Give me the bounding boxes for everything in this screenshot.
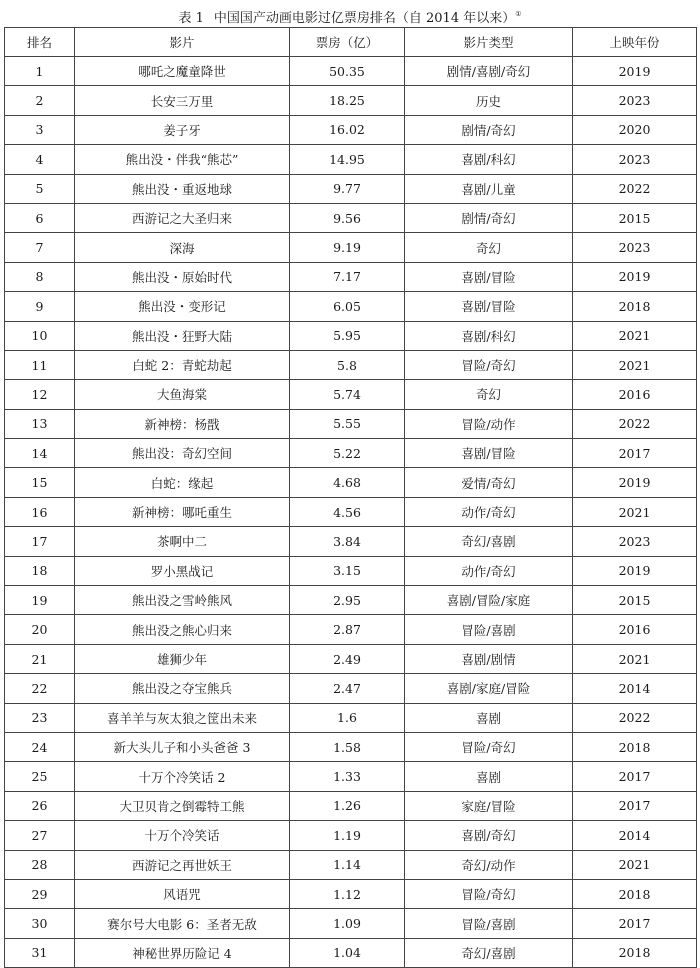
- cell-box-office: 1.12: [290, 879, 405, 908]
- cell-genre: 家庭/冒险: [405, 791, 573, 820]
- cell-release-year: 2019: [573, 57, 697, 86]
- cell-rank: 8: [5, 262, 75, 291]
- cell-release-year: 2017: [573, 791, 697, 820]
- cell-box-office: 3.84: [290, 527, 405, 556]
- cell-release-year: 2021: [573, 644, 697, 673]
- cell-release-year: 2021: [573, 850, 697, 879]
- cell-film: 新神榜：杨戬: [75, 409, 290, 438]
- cell-film: 熊出没：奇幻空间: [75, 439, 290, 468]
- cell-film: 熊出没・伴我“熊芯”: [75, 145, 290, 174]
- cell-release-year: 2020: [573, 115, 697, 144]
- table-row: [5, 527, 697, 556]
- cell-genre: 奇幻: [405, 233, 573, 262]
- cell-film: 哪吒之魔童降世: [75, 57, 290, 86]
- cell-genre: 冒险/奇幻: [405, 732, 573, 761]
- cell-rank: 24: [5, 732, 75, 761]
- table-row: [5, 468, 697, 497]
- table-body: [5, 57, 697, 968]
- cell-film: 神秘世界历险记 4: [75, 938, 290, 967]
- cell-film: 西游记之大圣归来: [75, 203, 290, 232]
- cell-rank: 31: [5, 938, 75, 967]
- cell-rank: 21: [5, 644, 75, 673]
- cell-film: 大卫贝肯之倒霉特工熊: [75, 791, 290, 820]
- header-film: 影片: [75, 28, 290, 57]
- cell-release-year: 2023: [573, 233, 697, 262]
- cell-genre: 喜剧/科幻: [405, 321, 573, 350]
- cell-genre: 奇幻/喜剧: [405, 527, 573, 556]
- cell-release-year: 2023: [573, 145, 697, 174]
- cell-release-year: 2018: [573, 732, 697, 761]
- cell-rank: 16: [5, 497, 75, 526]
- cell-release-year: 2016: [573, 380, 697, 409]
- cell-box-office: 5.74: [290, 380, 405, 409]
- cell-film: 白蛇：缘起: [75, 468, 290, 497]
- cell-box-office: 1.09: [290, 909, 405, 938]
- cell-genre: 喜剧/冒险/家庭: [405, 586, 573, 615]
- cell-film: 雄狮少年: [75, 644, 290, 673]
- cell-genre: 剧情/奇幻: [405, 203, 573, 232]
- table-row: [5, 409, 697, 438]
- cell-rank: 3: [5, 115, 75, 144]
- cell-box-office: 2.87: [290, 615, 405, 644]
- header-release-year: 上映年份: [573, 28, 697, 57]
- cell-genre: 历史: [405, 86, 573, 115]
- cell-film: 西游记之再世妖王: [75, 850, 290, 879]
- cell-box-office: 5.22: [290, 439, 405, 468]
- cell-film: 白蛇 2：青蛇劫起: [75, 350, 290, 379]
- cell-rank: 7: [5, 233, 75, 262]
- cell-rank: 29: [5, 879, 75, 908]
- cell-rank: 12: [5, 380, 75, 409]
- cell-release-year: 2021: [573, 497, 697, 526]
- cell-film: 熊出没・原始时代: [75, 262, 290, 291]
- table-row: [5, 732, 697, 761]
- cell-release-year: 2023: [573, 527, 697, 556]
- cell-box-office: 1.33: [290, 762, 405, 791]
- table-row: [5, 821, 697, 850]
- cell-box-office: 5.55: [290, 409, 405, 438]
- cell-box-office: 7.17: [290, 262, 405, 291]
- cell-genre: 喜剧/冒险: [405, 292, 573, 321]
- cell-genre: 喜剧: [405, 703, 573, 732]
- cell-genre: 喜剧/科幻: [405, 145, 573, 174]
- cell-rank: 5: [5, 174, 75, 203]
- cell-box-office: 5.8: [290, 350, 405, 379]
- table-row: [5, 909, 697, 938]
- cell-release-year: 2015: [573, 586, 697, 615]
- table-row: [5, 703, 697, 732]
- cell-release-year: 2019: [573, 262, 697, 291]
- cell-box-office: 16.02: [290, 115, 405, 144]
- cell-genre: 冒险/动作: [405, 409, 573, 438]
- cell-release-year: 2023: [573, 86, 697, 115]
- cell-rank: 10: [5, 321, 75, 350]
- cell-film: 熊出没・重返地球: [75, 174, 290, 203]
- cell-rank: 23: [5, 703, 75, 732]
- cell-film: 十万个冷笑话 2: [75, 762, 290, 791]
- cell-rank: 11: [5, 350, 75, 379]
- table-row: [5, 791, 697, 820]
- cell-film: 新神榜：哪吒重生: [75, 497, 290, 526]
- table-row: [5, 762, 697, 791]
- header-rank: 排名: [5, 28, 75, 57]
- cell-rank: 28: [5, 850, 75, 879]
- cell-genre: 动作/奇幻: [405, 556, 573, 585]
- cell-genre: 爱情/奇幻: [405, 468, 573, 497]
- header-row: [5, 28, 697, 57]
- table-row: [5, 233, 697, 262]
- cell-rank: 6: [5, 203, 75, 232]
- cell-release-year: 2014: [573, 674, 697, 703]
- cell-release-year: 2018: [573, 938, 697, 967]
- table-row: [5, 615, 697, 644]
- cell-box-office: 5.95: [290, 321, 405, 350]
- cell-genre: 喜剧/剧情: [405, 644, 573, 673]
- cell-release-year: 2016: [573, 615, 697, 644]
- cell-film: 罗小黑战记: [75, 556, 290, 585]
- cell-release-year: 2019: [573, 468, 697, 497]
- caption-label: 表 1: [178, 11, 204, 26]
- table-row: [5, 850, 697, 879]
- cell-box-office: 14.95: [290, 145, 405, 174]
- cell-genre: 冒险/奇幻: [405, 350, 573, 379]
- table-row: [5, 115, 697, 144]
- cell-rank: 17: [5, 527, 75, 556]
- cell-film: 十万个冷笑话: [75, 821, 290, 850]
- table-row: [5, 262, 697, 291]
- cell-box-office: 1.14: [290, 850, 405, 879]
- box-office-table: [4, 27, 697, 968]
- table-row: [5, 321, 697, 350]
- cell-genre: 喜剧/家庭/冒险: [405, 674, 573, 703]
- cell-rank: 19: [5, 586, 75, 615]
- cell-box-office: 3.15: [290, 556, 405, 585]
- cell-box-office: 50.35: [290, 57, 405, 86]
- cell-box-office: 1.04: [290, 938, 405, 967]
- cell-box-office: 2.95: [290, 586, 405, 615]
- table-row: [5, 86, 697, 115]
- cell-box-office: 1.6: [290, 703, 405, 732]
- cell-film: 熊出没之熊心归来: [75, 615, 290, 644]
- cell-release-year: 2018: [573, 292, 697, 321]
- cell-film: 大鱼海棠: [75, 380, 290, 409]
- cell-rank: 1: [5, 57, 75, 86]
- cell-genre: 冒险/喜剧: [405, 909, 573, 938]
- cell-release-year: 2015: [573, 203, 697, 232]
- cell-rank: 22: [5, 674, 75, 703]
- cell-film: 熊出没之雪岭熊风: [75, 586, 290, 615]
- cell-rank: 15: [5, 468, 75, 497]
- cell-box-office: 18.25: [290, 86, 405, 115]
- table-row: [5, 497, 697, 526]
- cell-rank: 4: [5, 145, 75, 174]
- cell-genre: 动作/奇幻: [405, 497, 573, 526]
- cell-rank: 18: [5, 556, 75, 585]
- cell-rank: 2: [5, 86, 75, 115]
- cell-genre: 奇幻: [405, 380, 573, 409]
- footnote-marker: ①: [515, 10, 522, 18]
- cell-genre: 喜剧/奇幻: [405, 821, 573, 850]
- cell-genre: 奇幻/动作: [405, 850, 573, 879]
- table-row: [5, 879, 697, 908]
- cell-box-office: 6.05: [290, 292, 405, 321]
- table-caption: [0, 5, 700, 28]
- cell-genre: 冒险/奇幻: [405, 879, 573, 908]
- cell-rank: 14: [5, 439, 75, 468]
- cell-film: 姜子牙: [75, 115, 290, 144]
- cell-box-office: 4.56: [290, 497, 405, 526]
- cell-genre: 喜剧: [405, 762, 573, 791]
- table-row: [5, 380, 697, 409]
- cell-film: 长安三万里: [75, 86, 290, 115]
- table-row: [5, 556, 697, 585]
- table-row: [5, 586, 697, 615]
- cell-box-office: 1.58: [290, 732, 405, 761]
- cell-release-year: 2018: [573, 879, 697, 908]
- header-genre: 影片类型: [405, 28, 573, 57]
- cell-box-office: 4.68: [290, 468, 405, 497]
- cell-genre: 剧情/奇幻: [405, 115, 573, 144]
- cell-genre: 喜剧/冒险: [405, 262, 573, 291]
- cell-film: 茶啊中二: [75, 527, 290, 556]
- cell-box-office: 1.26: [290, 791, 405, 820]
- cell-genre: 奇幻/喜剧: [405, 938, 573, 967]
- cell-release-year: 2022: [573, 703, 697, 732]
- cell-rank: 26: [5, 791, 75, 820]
- table-row: [5, 439, 697, 468]
- table-row: [5, 57, 697, 86]
- cell-film: 熊出没之夺宝熊兵: [75, 674, 290, 703]
- table-row: [5, 203, 697, 232]
- cell-release-year: 2022: [573, 174, 697, 203]
- cell-release-year: 2014: [573, 821, 697, 850]
- cell-rank: 30: [5, 909, 75, 938]
- table-row: [5, 350, 697, 379]
- cell-rank: 27: [5, 821, 75, 850]
- table-row: [5, 174, 697, 203]
- cell-release-year: 2021: [573, 321, 697, 350]
- cell-box-office: 9.19: [290, 233, 405, 262]
- header-box-office: 票房（亿）: [290, 28, 405, 57]
- cell-film: 熊出没・狂野大陆: [75, 321, 290, 350]
- cell-release-year: 2019: [573, 556, 697, 585]
- table-row: [5, 145, 697, 174]
- cell-genre: 喜剧/儿童: [405, 174, 573, 203]
- cell-rank: 25: [5, 762, 75, 791]
- cell-release-year: 2021: [573, 350, 697, 379]
- cell-rank: 20: [5, 615, 75, 644]
- cell-box-office: 9.56: [290, 203, 405, 232]
- cell-release-year: 2017: [573, 439, 697, 468]
- cell-film: 深海: [75, 233, 290, 262]
- cell-box-office: 9.77: [290, 174, 405, 203]
- cell-release-year: 2017: [573, 909, 697, 938]
- cell-release-year: 2022: [573, 409, 697, 438]
- cell-box-office: 2.49: [290, 644, 405, 673]
- cell-film: 新大头儿子和小头爸爸 3: [75, 732, 290, 761]
- cell-box-office: 1.19: [290, 821, 405, 850]
- cell-genre: 剧情/喜剧/奇幻: [405, 57, 573, 86]
- cell-box-office: 2.47: [290, 674, 405, 703]
- cell-film: 熊出没・变形记: [75, 292, 290, 321]
- caption-text: 中国国产动画电影过亿票房排名（自 2014 年以来）: [213, 11, 516, 26]
- cell-rank: 13: [5, 409, 75, 438]
- cell-genre: 冒险/喜剧: [405, 615, 573, 644]
- cell-film: 喜羊羊与灰太狼之筐出未来: [75, 703, 290, 732]
- cell-release-year: 2017: [573, 762, 697, 791]
- cell-film: 赛尔号大电影 6：圣者无敌: [75, 909, 290, 938]
- cell-film: 风语咒: [75, 879, 290, 908]
- table-header: [5, 28, 697, 57]
- table-row: [5, 674, 697, 703]
- table-row: [5, 644, 697, 673]
- table-row: [5, 292, 697, 321]
- cell-rank: 9: [5, 292, 75, 321]
- cell-genre: 喜剧/冒险: [405, 439, 573, 468]
